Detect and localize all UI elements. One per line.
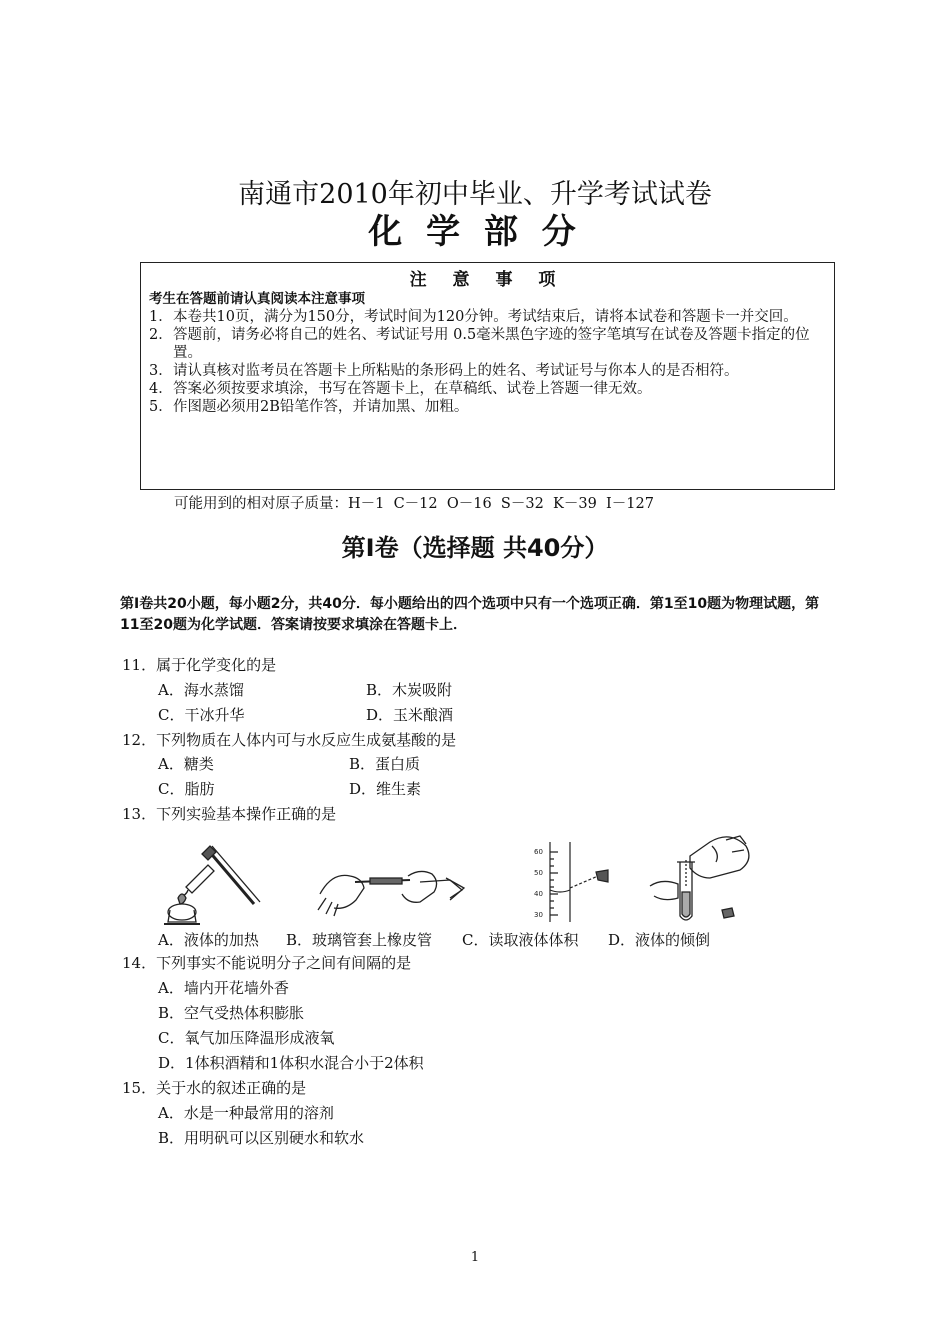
question-12-stem: 12．下列物质在人体内可与水反应生成氨基酸的是 — [122, 731, 457, 749]
notice-subheading: 考生在答题前请认真阅读本注意事项 — [149, 291, 365, 307]
page-number: 1 — [470, 1250, 480, 1265]
q11-option-c: C．干冰升华 — [158, 706, 245, 724]
q14-option-d: D．1体积酒精和1体积水混合小于2体积 — [158, 1054, 424, 1072]
notice-box — [140, 262, 835, 490]
q11-option-a: A．海水蒸馏 — [158, 681, 244, 699]
section-instruction: 第Ⅰ卷共20小题，每小题2分，共40分．每小题给出的四个选项中只有一个选项正确．第1至10题为物理试题，第11至20题为化学试题．答案请按要求填涂在答题卡上． — [120, 596, 820, 633]
q12-option-b: B．蛋白质 — [349, 755, 421, 773]
notice-item-num: 5． — [149, 399, 173, 415]
q14-option-c: C．氧气加压降温形成液氧 — [158, 1029, 335, 1047]
q13-option-d: D．液体的倾倒 — [608, 931, 711, 949]
q15-option-a: A．水是一种最常用的溶剂 — [158, 1104, 334, 1122]
subject-title: 化 学 部 分 — [368, 212, 582, 252]
q11-option-b: B．木炭吸附 — [366, 681, 453, 699]
notice-item — [149, 326, 826, 362]
question-11-stem: 11．属于化学变化的是 — [122, 656, 277, 674]
notice-list — [141, 308, 834, 416]
notice-item-num: 3． — [149, 363, 173, 379]
q13-figures — [150, 832, 750, 927]
q13-option-b: B．玻璃管套上橡皮管 — [286, 931, 433, 949]
notice-item-text: 请认真核对监考员在答题卡上所粘贴的条形码上的姓名、考试证号与你本人的是否相符。 — [173, 363, 739, 379]
q11-option-d: D．玉米酿酒 — [366, 706, 454, 724]
notice-item — [149, 308, 826, 326]
figure-pour-liquid — [650, 836, 749, 920]
q12-option-a: A．糖类 — [158, 755, 214, 773]
notice-item-text: 答案必须按要求填涂，书写在答题卡上，在草稿纸、试卷上答题一律无效。 — [173, 381, 652, 397]
cyl-tick-50: 50 — [534, 869, 543, 877]
question-13-stem: 13．下列实验基本操作正确的是 — [122, 805, 337, 823]
notice-item-text: 本卷共10页，满分为150分，考试时间为120分钟。考试结束后，请将本试卷和答题卡一并交回。 — [173, 309, 798, 325]
q12-option-d: D．维生素 — [349, 780, 422, 798]
notice-item-num: 4． — [149, 381, 173, 397]
notice-item-text: 答题前，请务必将自己的姓名、考试证号用 0.5毫米黑色字迹的签字笔填写在试卷及答题卡指定的位置。 — [173, 327, 810, 361]
notice-item-num: 2． — [149, 327, 173, 343]
question-15-stem: 15．关于水的叙述正确的是 — [122, 1079, 307, 1097]
exam-title: 南通市2010年初中毕业、升学考试试卷 — [238, 179, 712, 210]
cyl-tick-60: 60 — [534, 848, 543, 856]
notice-item — [149, 398, 826, 416]
section-title: 第Ⅰ卷（选择题 共40分） — [341, 534, 609, 562]
q15-option-b: B．用明矾可以区别硬水和软水 — [158, 1129, 365, 1147]
atomic-mass-values: H－1 C－12 O－16 S－32 K－39 I－127 — [348, 496, 654, 512]
cyl-tick-30: 30 — [534, 911, 543, 919]
notice-item-num: 1． — [149, 309, 173, 325]
cyl-tick-40: 40 — [534, 890, 543, 898]
q13-option-a: A．液体的加热 — [158, 931, 259, 949]
q14-option-b: B．空气受热体积膨胀 — [158, 1004, 305, 1022]
atomic-mass-line — [174, 492, 654, 513]
q12-option-c: C．脂肪 — [158, 780, 215, 798]
question-14-stem: 14．下列事实不能说明分子之间有间隔的是 — [122, 954, 412, 972]
figure-heating-liquid — [164, 846, 260, 924]
figure-read-cylinder — [534, 842, 608, 922]
notice-item-text: 作图题必须用2B铅笔作答，并请加黑、加粗。 — [173, 399, 469, 415]
notice-item — [149, 380, 826, 398]
atomic-mass-label: 可能用到的相对原子质量： — [174, 496, 348, 512]
q13-option-c: C．读取液体体积 — [462, 931, 579, 949]
figure-glass-tube-rubber — [318, 871, 464, 916]
notice-item — [149, 362, 826, 380]
notice-heading: 注 意 事 项 — [409, 270, 566, 290]
q14-option-a: A．墙内开花墙外香 — [158, 979, 289, 997]
